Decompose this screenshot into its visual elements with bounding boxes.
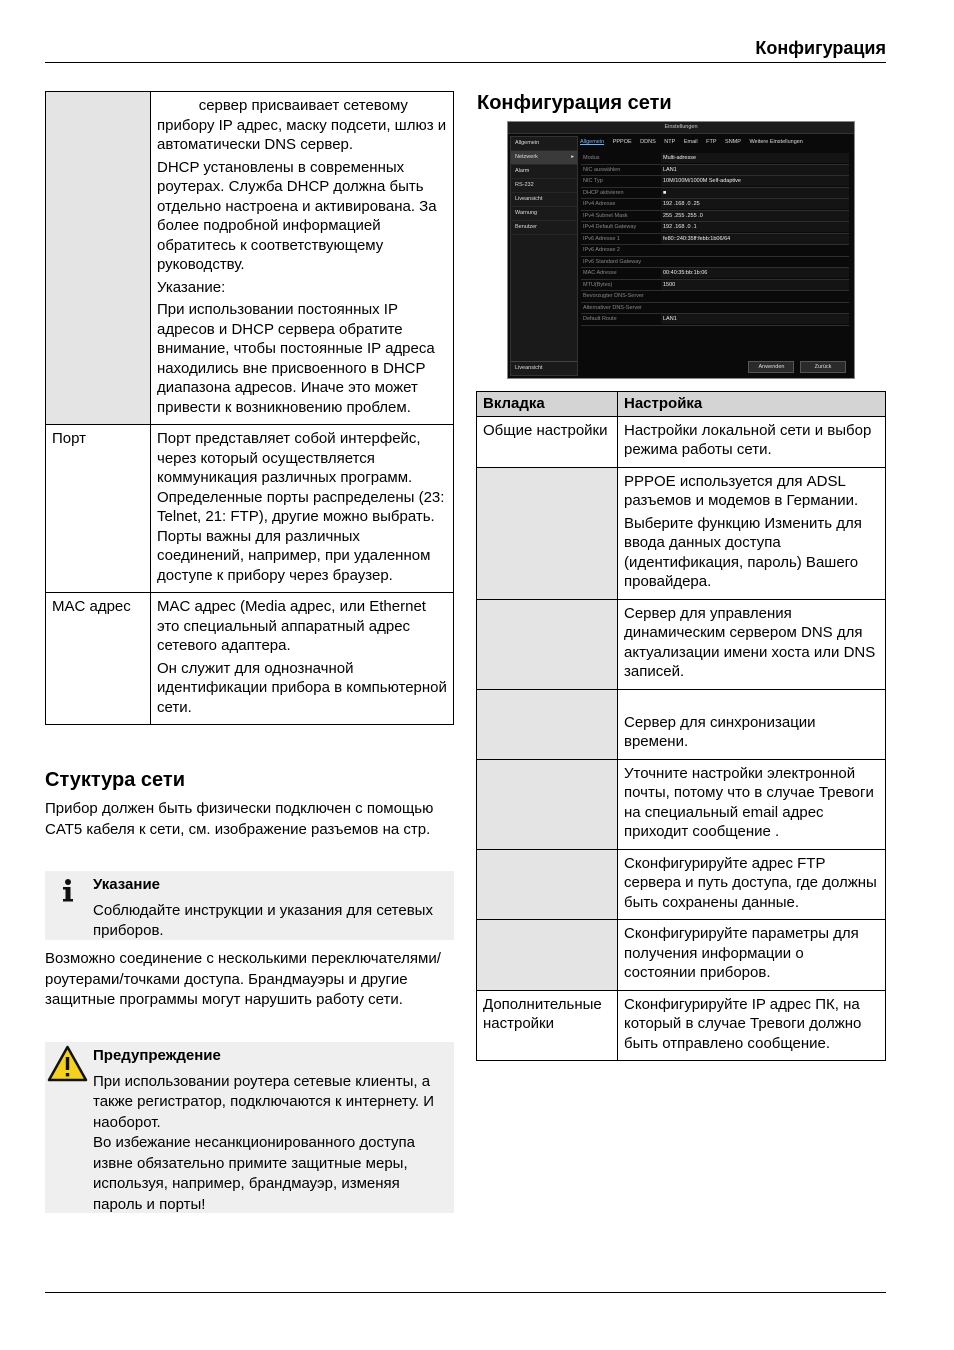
tab-snmp: SNMP [725,139,741,145]
table-row [477,416,886,467]
definition-cell [151,593,468,725]
footer-rule [45,1292,886,1293]
tab-cell [477,467,618,599]
back-button: Zurück [800,361,846,373]
screenshot-buttons [744,361,846,373]
screenshot-field-label: NIC auswählen [583,166,621,173]
table-row [477,920,886,991]
setting-cell [618,759,886,849]
table-row [477,849,886,920]
screenshot-form-row [581,199,849,211]
setting-text: Сконфигурируйте адрес FTP сервера и путь доступа, где должны быть сохранены данные. [624,854,877,911]
sidebar-item-rs232: RS-232 [511,179,577,193]
section-heading-config: Конфигурация сети [477,92,672,114]
sidebar-item-alarm: Alarm [511,165,577,179]
screenshot-field-value: 255 .255 .255 .0 [661,211,849,221]
screenshot-form-row [581,211,849,223]
screenshot-form-row [581,153,849,165]
screenshot-field-label: Default Route [583,316,617,322]
table-row [477,467,886,599]
setting-cell [618,467,886,599]
screenshot-form-row [581,222,849,234]
table-row [477,990,886,1061]
connection-paragraph: Возможно соединение с несколькими переключателями/роутерами/точками доступа. Брандмауэры и другие защитные программы могут нарушить работу сети. [45,950,441,1008]
screenshot-field-label: MTU(Bytes) [583,281,613,288]
screenshot-field-value: fe80::240:35ff:febb:1b06/64 [661,234,849,244]
table-row [477,689,886,759]
structure-paragraph: Прибор должен быть физически подключен с помощью CAT5 кабеля к сети, см. изображение разъемов на стр. [45,800,434,838]
setting-text: Уточните настройки электронной почты, потому что в случае Тревоги на специальный email адрес приходит сообщение . [624,764,874,840]
sidebar-item-liveansicht: Liveansicht [511,193,577,207]
sidebar-item-benutzer: Benutzer [511,221,577,235]
setting-text: Сервер для управления динамическим сервером DNS для актуализации имени хоста или DNS записей. [624,604,876,680]
tab-weitere: Weitere Einstellungen [749,139,803,145]
sidebar-item-allgemein: Allgemein [511,137,577,151]
term-cell: Порт [46,425,151,593]
tab-cell [477,920,618,991]
screenshot-form [581,153,849,326]
screenshot-form-row [581,280,849,292]
definition-text: Указание: [157,278,226,296]
screenshot-field-value: ■ [661,188,849,198]
settings-screenshot [507,121,855,379]
tab-ddns: DDNS [640,139,656,145]
screenshot-field-label: IPv6 Standard Gateway [583,258,642,265]
column-header: Вкладка [477,392,618,417]
screenshot-form-row [581,188,849,200]
setting-cell [618,920,886,991]
tabs-settings-table [476,391,886,1061]
sidebar-item-netzwerk: Netzwerk ▸ [511,151,577,165]
tab-cell [477,759,618,849]
definition-text: При использовании постоянных IP адресов и DHCP сервера обратите внимание, чтобы постоянные IP адреса находились вне присвоенного в DHCP диапазона адресов. Иначе это может привести к возникновению проблем. [157,301,435,416]
definition-cell [151,425,454,593]
warning-icon [45,1042,90,1213]
screenshot-field-label: Modus [583,155,600,161]
screenshot-form-row [581,176,849,188]
screenshot-field-label: DHCP aktivieren [583,189,624,196]
screenshot-field-label: IPv6 Adresse 2 [583,247,620,253]
note-title: Указание [93,876,161,893]
network-terms-table [45,91,468,725]
screenshot-form-row [581,314,849,326]
info-icon [45,871,90,940]
screenshot-field-value: 1500 [661,280,849,290]
screenshot-form-row [581,245,849,257]
screenshot-field-value: 192 .168 .0 .1 [661,222,849,232]
warning-title: Предупреждение [93,1047,221,1064]
table-row [477,759,886,849]
tab-ftp: FTP [706,139,717,145]
setting-text: Настройки локальной сети и выбор режима работы сети. [624,421,872,458]
setting-cell [618,990,886,1061]
screenshot-field-label: NIC Typ [583,178,603,184]
screenshot-form-row [581,291,849,303]
definition-text: Порт представляет собой интерфейс, через который осуществляется коммуникация различных программ. Определенные порты распределены (23: Telnet, 21: FTP), другие можно выбрать. Порты важны для различных соединений, например, при удаленном доступе к прибору через браузер. [157,430,445,584]
setting-cell [618,689,886,759]
screenshot-field-label: IPv6 Adresse 1 [583,235,620,242]
screenshot-field-value: 00:40:35:bb:1b:06 [661,268,849,278]
definition-text: DHCP установлены в современных роутерах. Служба DHCP должна быть отдельно настроена и активирована. За более подробной информацией обратитесь к соответствующему руководству. [157,158,437,273]
screenshot-field-label: IPv4 Adresse [583,201,616,207]
section-heading-structure: Стуктура сети [45,769,185,791]
table-header-row [477,392,886,417]
screenshot-form-row [581,268,849,280]
tab-cell [477,689,618,759]
table-row [46,593,454,725]
definition-text: MAC адрес (Media адрес, или Ethernet это специальный аппаратный адрес сетевого адаптера. [157,598,468,654]
setting-text: Сконфигурируйте IP адрес ПК, на который в случае Тревоги должно быть отправлено сообщение. [624,995,862,1052]
setting-cell [618,599,886,689]
sidebar-item-warnung: Warnung [511,207,577,221]
tab-cell [477,599,618,689]
tab-cell [477,849,618,920]
warning-text: Во избежание несанкционированного доступа извне обязательно примите защитные меры, используя, например, брандмауэр, изменяя пароль и порты! [93,1134,416,1213]
table-row [46,425,454,593]
screenshot-field-label: Bevorzugter DNS-Server [583,293,644,299]
setting-text: PPPOE используется для ADSL разъемов и модемов в Германии. [624,472,859,509]
setting-text: Сервер для синхронизации времени. [624,713,816,750]
definition-text: Он служит для однозначной идентификации прибора в компьютерной сети. [157,659,447,716]
tab-cell: Общие настройки [477,416,618,467]
setting-cell [618,416,886,467]
screenshot-field-label: IPv4 Subnet Mask [583,212,628,219]
screenshot-field-label: MAC Adresse [583,270,617,276]
definition-cell [151,92,454,425]
apply-button: Anwenden [748,361,794,373]
setting-text: Сконфигурируйте параметры для получения информации о состоянии приборов. [624,925,859,981]
screenshot-form-row [581,165,849,177]
table-row [477,599,886,689]
definition-text: сервер присваивает сетевому прибору IP адрес, маску подсети, шлюз и автоматически DNS сервер. [157,97,451,153]
setting-cell [618,849,886,920]
screenshot-field-value: 10M/100M/1000M Self-adaptive [661,176,849,186]
note-text: Соблюдайте инструкции и указания для сетевых приборов. [93,901,433,939]
screenshot-field-value: 192 .168 .0 .25 [661,199,849,209]
sidebar-footer: Liveansicht [511,361,577,375]
column-header: Настройка [618,392,886,417]
tab-pppoe: PPPOE [612,139,632,145]
setting-text: Выберите функцию Изменить для ввода данных доступа (идентификация, пароль) Вашего провайдера. [624,514,862,590]
header-rule [45,62,886,63]
warning-box [45,1042,454,1213]
screenshot-field-value: LAN1 [661,165,849,175]
screenshot-title: Einstellungen [508,122,854,134]
table-row [46,92,454,425]
term-cell [46,92,151,425]
screenshot-field-value: LAN1 [661,314,849,324]
term-cell: MAC адрес [46,593,151,725]
screenshot-form-row [581,234,849,246]
running-header: Конфигурация [755,38,886,58]
screenshot-form-row [581,257,849,269]
screenshot-form-row [581,303,849,315]
note-box [45,871,454,940]
tab-cell: Дополнительные настройки [477,990,618,1061]
screenshot-field-label: IPv4 Default Gateway [583,224,637,230]
screenshot-tabs [580,139,850,149]
screenshot-field-label: Alternativer DNS-Server [583,304,642,311]
warning-text: При использовании роутера сетевые клиенты, а также регистратор, подключаются к интернету. И наоборот. [93,1072,435,1131]
tab-email: Email [683,139,698,145]
screenshot-field-value: Multi-adresse [661,153,849,163]
screenshot-sidebar [510,136,578,376]
tab-ntp: NTP [664,139,676,145]
tab-allgemein: Allgemein [580,139,605,145]
